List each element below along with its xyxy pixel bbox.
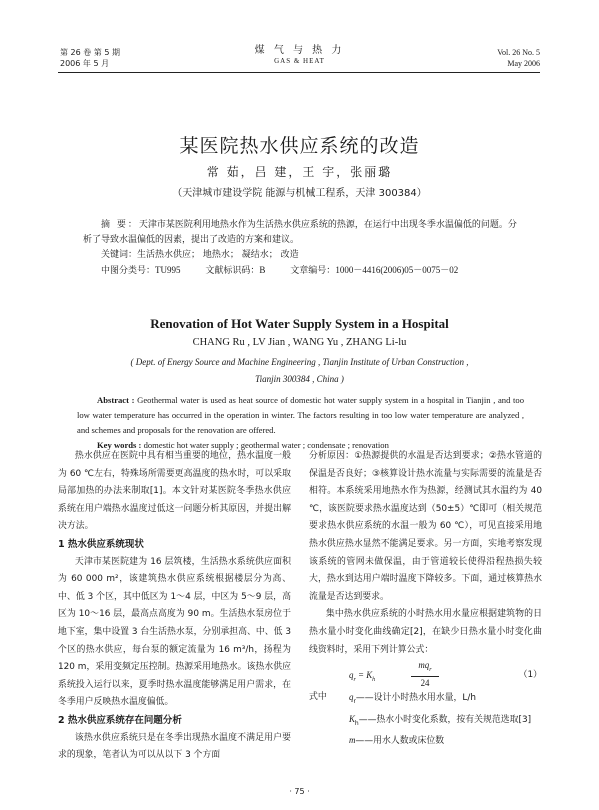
issue-date-en: May 2006: [507, 59, 540, 68]
formula-1: [309, 659, 542, 689]
formula-number: （1）: [518, 670, 542, 681]
formula-intro: 集中热水供应系统的小时热水用水量应根据建筑物的日热水量小时变化曲线确定[2]，在缺少日热水量小时变化曲线资料时，采用下列计算公式：: [309, 609, 542, 655]
keywords-cn: 生活热水供应； 地热水； 凝结水； 改造: [137, 250, 299, 260]
issue-date: 2006 年 5 月: [60, 59, 110, 68]
analysis-paragraph: 分析原因：①热源提供的水温是否达到要求；②热水管道的保温是否良好；③核算设计热水流量与实际需要的流量是否相符。本系统采用地热水作为热源，经测试其水温约为 40 ℃，该医院要求热水温度达到（50±5）℃即可（相关规范要求热水供应系统的水温一般为 60 ℃），可见直接采用地热水供应热水显然不能满足要求。另一方面，实地考察发现该系统的管网未做保温，由于管道较长使得沿程热损失较大，热水到达用户端时温度下降较多。下面，通过核算热水流量是否达到要求。: [309, 451, 542, 602]
classification-row: [83, 263, 523, 279]
doc-value: B: [259, 265, 266, 275]
abstract-cn: [83, 218, 523, 279]
doc-label: 文献标识码：: [205, 266, 260, 276]
journal-name-cn: 煤 气 与 热 力: [254, 45, 345, 56]
volume-issue: 第 26 卷 第 5 期: [60, 48, 120, 57]
class-value: TU995: [155, 265, 181, 275]
authors-en: CHANG Ru , LV Jian , WANG Yu , ZHANG Li-lu: [192, 337, 407, 348]
paper-title-en: Renovation of Hot Water Supply System in a Hospital: [150, 316, 449, 331]
where-label: 式中: [309, 692, 327, 703]
formula-numerator: $mq_r$: [411, 659, 439, 677]
article-label: 文章编号：: [290, 266, 336, 276]
definition-kh: $K_h——$热水小时变化系数，按有关规范选取[3]: [349, 713, 532, 727]
affiliation-en-line1: ( Dept. of Energy Source and Machine Engineering , Tianjin Institute of Urban Construction ,: [130, 357, 469, 367]
volume-issue-en: Vol. 26 No. 5: [497, 48, 540, 57]
formula-lhs: q: [349, 670, 354, 681]
affiliation-en-line2: Tianjin 300384 , China ): [255, 374, 344, 384]
formula-denominator: 24: [420, 677, 430, 688]
definition-qr: 式中 $q_r——$设计小时热水用水量，L/h: [309, 689, 542, 710]
abstract-en: [77, 393, 524, 453]
keywords-en: domestic hot water supply ; geothermal water ; condensate ; renovation: [143, 440, 389, 450]
page-number: · 75 ·: [289, 787, 310, 796]
abstract-text-cn: 天津市某医院利用地热水作为生活热水供应系统的热源，在运行中出现冬季水温偏低的问题。分析了导致水温偏低的因素，提出了改造的方案和建议。: [83, 220, 517, 245]
section-2-heading: 2 热水供应系统存在问题分析: [58, 714, 182, 726]
journal-name-en: GAS & HEAT: [274, 57, 325, 65]
abstract-text-en: Geothermal water is used as heat source of domestic hot water supply system in a hospital in Tianjin , and too low water temperature has occurred in the operation in winter. The factors resulting in too low water temperature are analyzed , and schemes and proposals for the renovation are offered.: [77, 395, 524, 435]
authors-cn: 常 茹，吕 建，王 宇，张丽璐: [206, 165, 393, 179]
class-label: 中图分类号：: [101, 266, 156, 276]
right-column: [309, 448, 542, 750]
section-1-heading: 1 热水供应系统现状: [58, 538, 144, 550]
section-1-paragraph: 天津市某医院建为 16 层筑楼，生活热水系统供应面积为 60 000 m²，该建筑热水供应系统根据楼层分为高、中、低 3 个区，其中低区为 1～4 层，中区为 5～9 层，高区为 10～16 层，最高点高度为 90 m。生活热水泵房位于地下室，集中设置 3 台生活热水泵，分别承担高、中、低 3 个区的热水供应，每台泵的额定流量为 16 m³/h，扬程为 120 m，采用变频定压控制。热源采用地热水。该热水供应系统投入运行以来，夏季时热水温度能够满足用户需求，在冬季用户反映热水温度偏低。: [58, 556, 291, 708]
keywords-label-en: Key words :: [97, 440, 142, 450]
keywords-label-cn: 关键词：: [101, 250, 138, 260]
journal-volume-en: [470, 47, 540, 69]
definition-m: m——用水人数或床位数: [349, 734, 445, 746]
header-rule: [58, 72, 540, 73]
abstract-label-en: Abstract :: [97, 395, 135, 405]
section-2-paragraph: 该热水供应系统只是在冬季出现热水温度不满足用户要求的现象，笔者认为可以从以下 3 个方面: [58, 732, 291, 761]
formula-lhs-sub: r: [353, 676, 356, 683]
affiliation-cn: （天津城市建设学院 能源与机械工程系，天津 300384）: [172, 188, 427, 199]
formula-k: = K: [355, 670, 373, 681]
abstract-label-cn: 摘 要：: [101, 220, 139, 230]
paper-title-cn: 某医院热水供应系统的改造: [179, 135, 420, 157]
formula-k-sub: h: [372, 676, 376, 683]
intro-paragraph: 热水供应在医院中具有相当重要的地位，热水温度一般为 60 ℃左右，特殊场所需要更高温度的热水时，可以采取局部加热的办法来制取[1]。本文针对某医院冬季热水供应系统在用户端热水温度过低这一问题分析其原因，并提出解决方法。: [58, 451, 291, 532]
left-column: [58, 448, 291, 765]
article-value: 1000－4416(2006)05－0075－02: [335, 265, 459, 275]
